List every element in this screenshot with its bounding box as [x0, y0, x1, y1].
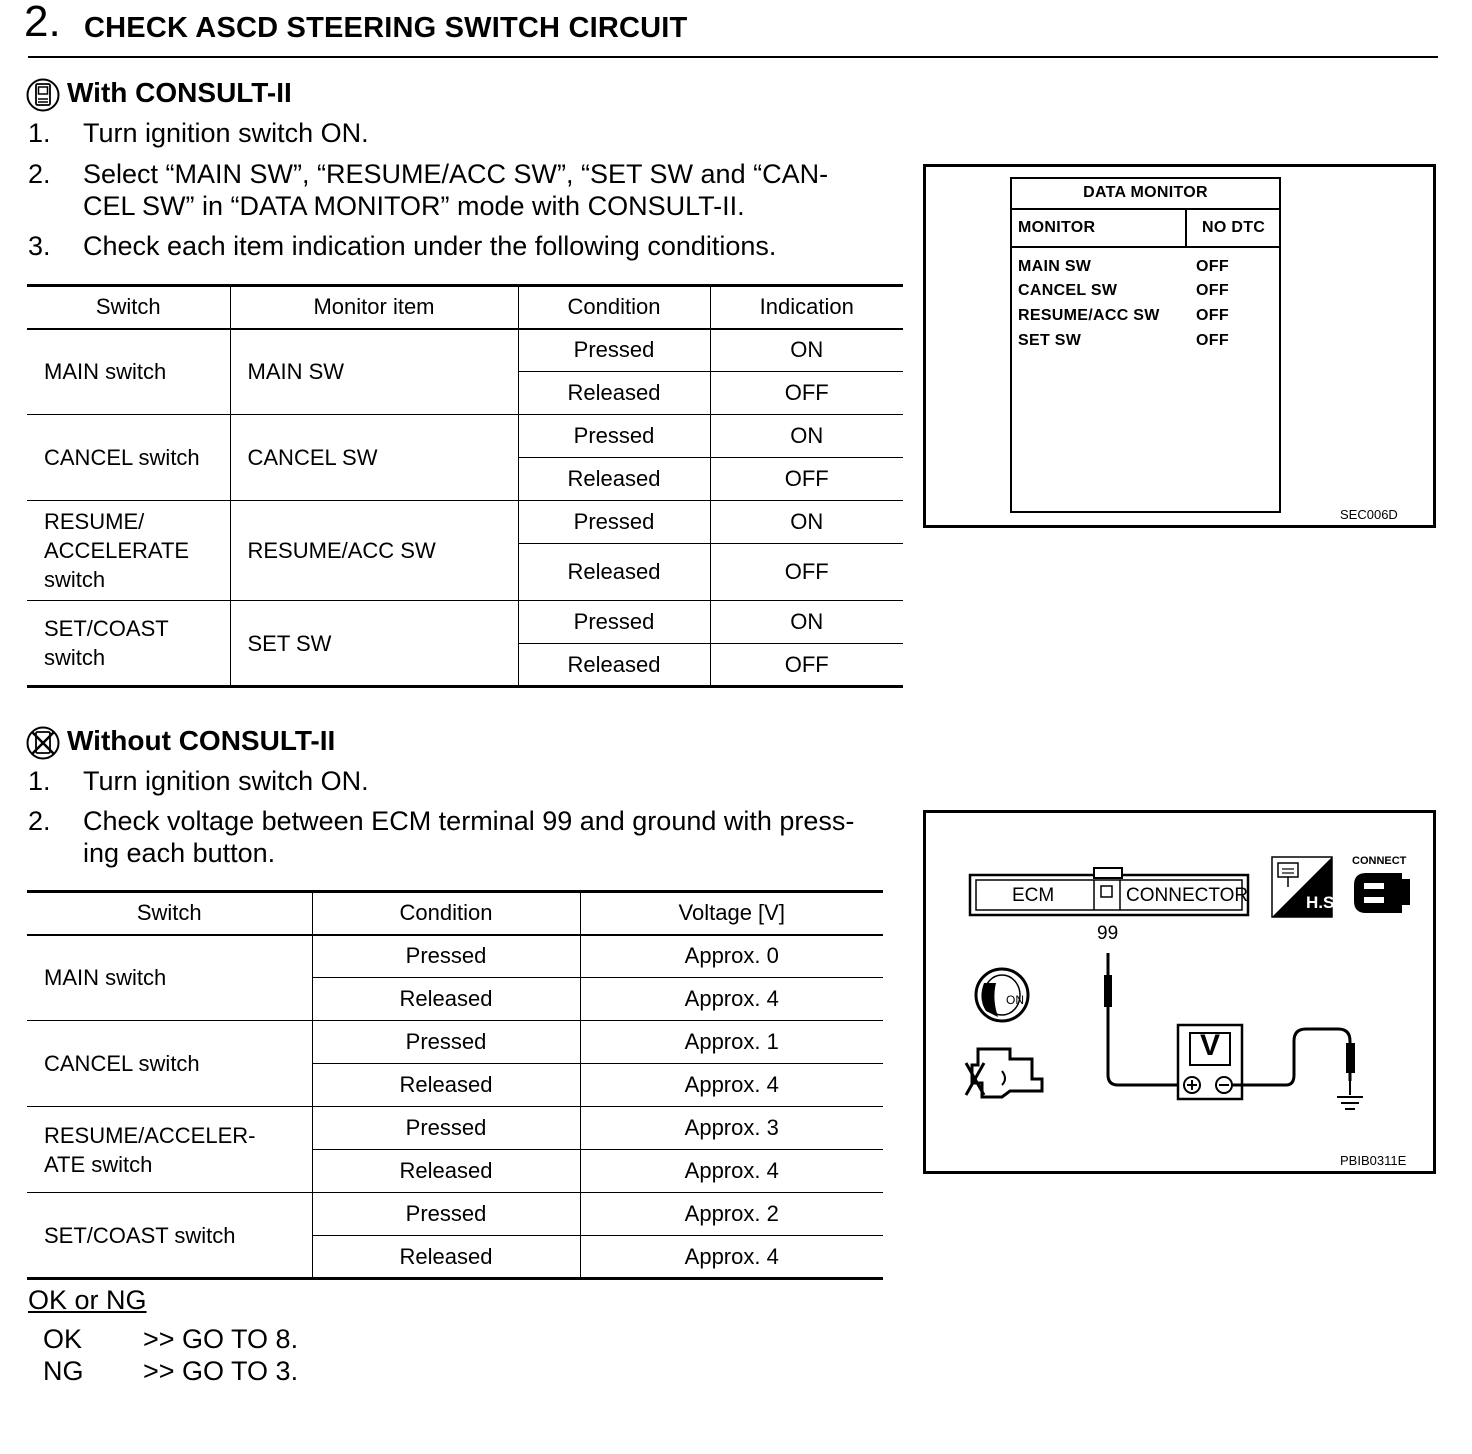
- monitor-divider: [1012, 208, 1279, 210]
- switch-cell: [27, 1107, 312, 1193]
- with-consult-heading: With CONSULT-II: [67, 77, 292, 108]
- monitor-item-value: OFF: [1196, 282, 1229, 299]
- figure-code: PBIB0311E: [1340, 1153, 1407, 1168]
- engine-icon: [966, 1049, 1042, 1097]
- voltage-cell: Approx. 4: [580, 978, 883, 1021]
- monitor-title: DATA MONITOR: [1083, 184, 1208, 201]
- indication-cell: OFF: [710, 544, 903, 601]
- step-index: 1.: [28, 766, 51, 796]
- step-index: 3.: [28, 231, 51, 261]
- indication-cell: ON: [710, 415, 903, 458]
- probe-ground: [1346, 1043, 1355, 1073]
- column-header: Condition: [312, 892, 580, 935]
- condition-cell: Pressed: [518, 601, 710, 644]
- condition-cell: Pressed: [518, 329, 710, 372]
- step-text-continued: CEL SW” in “DATA MONITOR” mode with CONSULT-II.: [83, 191, 745, 221]
- indication-cell: OFF: [710, 644, 903, 687]
- monitor-item-value: OFF: [1196, 307, 1229, 324]
- condition-cell: Pressed: [312, 1107, 580, 1150]
- step-index: 1.: [28, 118, 51, 148]
- data-monitor-figure: [923, 164, 1436, 528]
- indication-cell: ON: [710, 601, 903, 644]
- connect-icon: [1354, 873, 1410, 913]
- switch-cell: MAIN switch: [27, 329, 230, 415]
- ignition-on-label: ON: [1006, 993, 1024, 1007]
- ecm-label: ECM: [1012, 885, 1055, 906]
- condition-cell: Released: [312, 1150, 580, 1193]
- terminal-number: 99: [1097, 923, 1119, 944]
- voltage-cell: Approx. 2: [580, 1193, 883, 1236]
- switch-line: switch: [44, 645, 106, 670]
- step-text: Turn ignition switch ON.: [83, 118, 369, 148]
- monitor-item-cell: MAIN SW: [230, 329, 518, 415]
- table-row: [27, 415, 903, 458]
- monitor-item-cell: CANCEL SW: [230, 415, 518, 501]
- ng-action: >> GO TO 3.: [143, 1356, 299, 1386]
- voltage-cell: Approx. 4: [580, 1064, 883, 1107]
- monitor-status: NO DTC: [1202, 219, 1266, 236]
- indication-cell: ON: [710, 501, 903, 544]
- figure-code: SEC006D: [1340, 507, 1398, 522]
- monitor-item-name: MAIN SW: [1018, 258, 1092, 275]
- monitor-item-value: OFF: [1196, 258, 1229, 275]
- condition-cell: Pressed: [312, 935, 580, 978]
- ok-label: OK: [43, 1324, 83, 1354]
- probe-positive: [1104, 975, 1112, 1007]
- table-row: [27, 1021, 883, 1064]
- consult-tool-icon: [26, 78, 60, 112]
- monitor-item-name: SET SW: [1018, 332, 1082, 349]
- table-row: [27, 1107, 883, 1150]
- condition-cell: Released: [518, 544, 710, 601]
- indication-cell: OFF: [710, 372, 903, 415]
- switch-cell: [27, 601, 230, 687]
- table-row: [27, 501, 903, 544]
- step-text: Turn ignition switch ON.: [83, 766, 369, 796]
- condition-cell: Released: [518, 372, 710, 415]
- no-consult-icon: [26, 726, 60, 760]
- switch-line: ACCELERATE: [44, 538, 190, 563]
- condition-cell: Released: [312, 978, 580, 1021]
- table-row: [27, 935, 883, 978]
- step-text: Check voltage between ECM terminal 99 and ground with press-: [83, 806, 855, 836]
- condition-cell: Pressed: [312, 1021, 580, 1064]
- monitor-screen: [1010, 177, 1281, 513]
- monitor-item-name: CANCEL SW: [1018, 282, 1118, 299]
- ng-label: NG: [43, 1356, 84, 1386]
- without-consult-heading: Without CONSULT-II: [67, 725, 336, 756]
- voltmeter-label: V: [1200, 1029, 1221, 1062]
- voltage-cell: Approx. 4: [580, 1236, 883, 1279]
- switch-cell: CANCEL switch: [27, 1021, 312, 1107]
- monitor-column-label: MONITOR: [1018, 219, 1096, 236]
- monitor-divider: [1012, 246, 1279, 248]
- step-text: Check each item indication under the following conditions.: [83, 231, 777, 261]
- switch-line: SET/COAST: [44, 616, 169, 641]
- harness-side-label: H.S.: [1306, 893, 1340, 912]
- step-index: 2.: [28, 159, 51, 189]
- column-header: Indication: [710, 286, 903, 329]
- voltage-cell: Approx. 1: [580, 1021, 883, 1064]
- column-header: Voltage [V]: [580, 892, 883, 935]
- monitor-item-value: OFF: [1196, 332, 1229, 349]
- voltage-cell: Approx. 0: [580, 935, 883, 978]
- condition-cell: Pressed: [518, 415, 710, 458]
- condition-cell: Released: [312, 1064, 580, 1107]
- switch-cell: MAIN switch: [27, 935, 312, 1021]
- step-text: Select “MAIN SW”, “RESUME/ACC SW”, “SET SW and “CAN-: [83, 159, 829, 189]
- voltage-cell: Approx. 4: [580, 1150, 883, 1193]
- condition-cell: Released: [518, 458, 710, 501]
- result-heading: OK or NG: [28, 1285, 147, 1315]
- switch-line: ATE switch: [44, 1151, 153, 1177]
- step-title: CHECK ASCD STEERING SWITCH CIRCUIT: [84, 12, 688, 44]
- switch-cell: SET/COAST switch: [27, 1193, 312, 1279]
- condition-cell: Pressed: [312, 1193, 580, 1236]
- switch-line: switch: [44, 567, 106, 592]
- condition-cell: Pressed: [518, 501, 710, 544]
- connector-label: CONNECTOR: [1126, 885, 1249, 906]
- condition-cell: Released: [312, 1236, 580, 1279]
- monitor-item-name: RESUME/ACC SW: [1018, 307, 1160, 324]
- condition-cell: Released: [518, 644, 710, 687]
- table-row: [27, 1193, 883, 1236]
- column-header: Switch: [27, 892, 312, 935]
- switch-cell: CANCEL switch: [27, 415, 230, 501]
- connect-label: CONNECT: [1352, 855, 1407, 867]
- title-divider: [28, 56, 1438, 58]
- consult-indication-table: [27, 284, 903, 688]
- column-header: Condition: [518, 286, 710, 329]
- monitor-item-cell: SET SW: [230, 601, 518, 687]
- step-index: 2.: [28, 806, 51, 836]
- column-header: Switch: [27, 286, 230, 329]
- switch-line: RESUME/ACCELER-: [44, 1122, 256, 1148]
- switch-cell: [27, 501, 230, 601]
- voltage-table: [27, 890, 883, 1280]
- indication-cell: ON: [710, 329, 903, 372]
- voltage-cell: Approx. 3: [580, 1107, 883, 1150]
- switch-line: RESUME/: [44, 509, 145, 534]
- table-row: [27, 601, 903, 644]
- monitor-column-divider: [1185, 210, 1187, 247]
- ok-action: >> GO TO 8.: [143, 1324, 299, 1354]
- step-text-continued: ing each button.: [83, 838, 276, 868]
- connector-latch: [1094, 868, 1122, 878]
- indication-cell: OFF: [710, 458, 903, 501]
- monitor-item-cell: RESUME/ACC SW: [230, 501, 518, 601]
- column-header: Monitor item: [230, 286, 518, 329]
- table-row: [27, 329, 903, 372]
- step-number: 2.: [24, 0, 61, 46]
- voltage-check-figure: [923, 810, 1436, 1174]
